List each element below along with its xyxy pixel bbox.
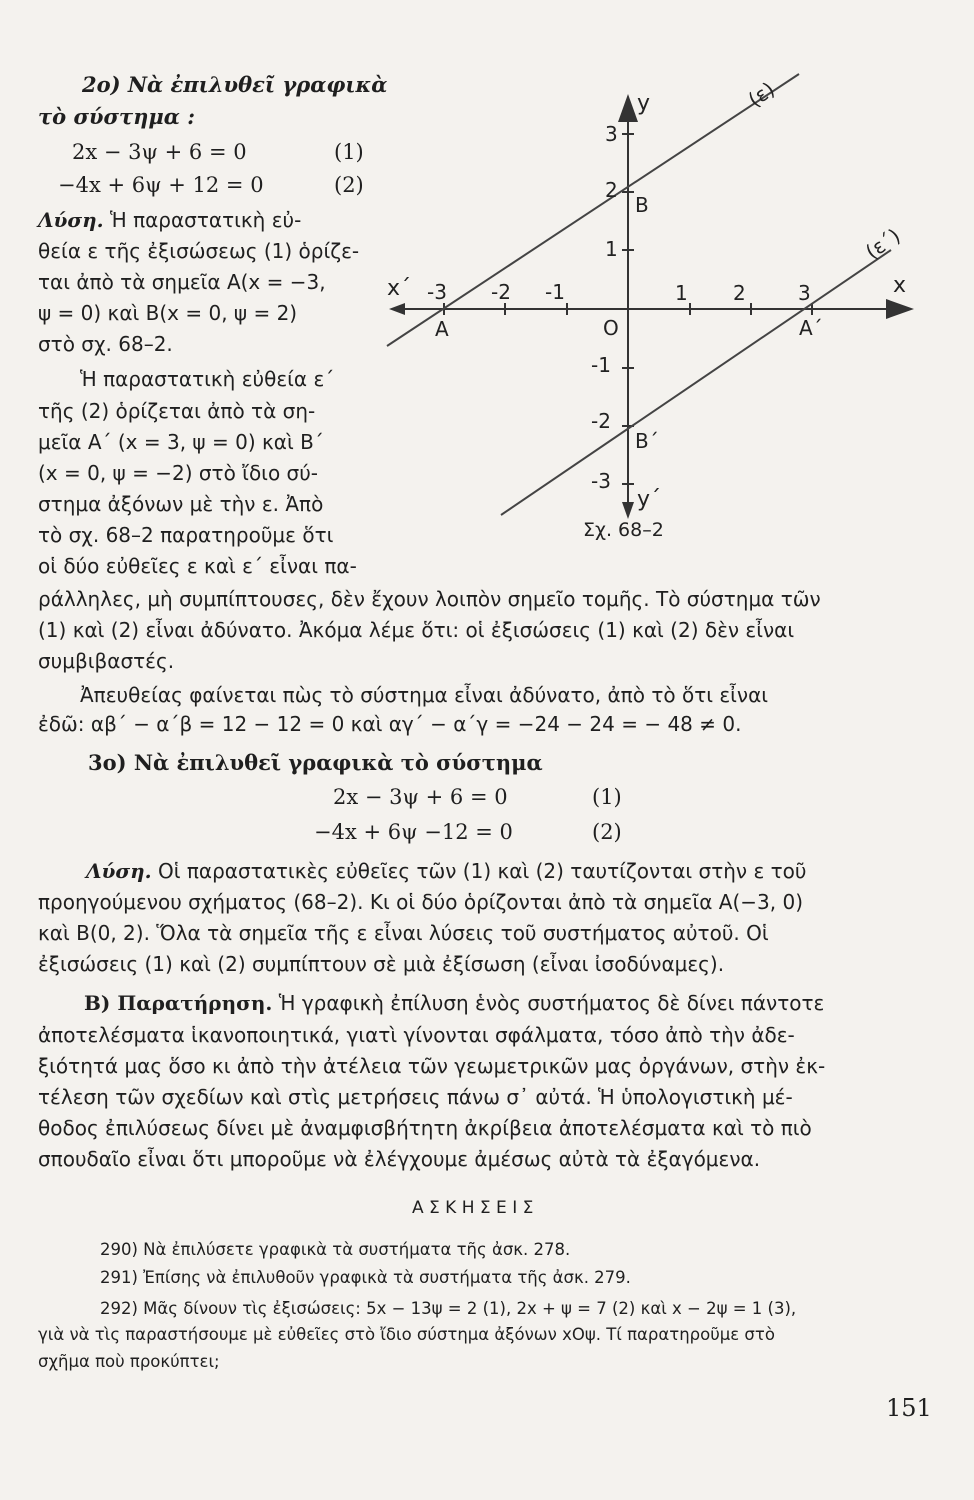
line-e (387, 74, 799, 346)
section2-solution-label: Λύση. (38, 208, 104, 232)
point-b-label: B (635, 193, 649, 217)
section2-col-line: τὸ σχ. 68–2 παρατηροῦμε ὅτι (38, 523, 334, 547)
section2-col-line (38, 208, 301, 232)
section3-eq1-number: (1) (592, 785, 622, 809)
x-axis-label: x (893, 273, 907, 298)
figure-68-2 (385, 70, 915, 550)
section3-eq2-number: (2) (592, 820, 622, 844)
y-tick-label: 1 (605, 237, 618, 261)
x-tick-label: 1 (675, 281, 688, 305)
section3-line-text: Οἱ παραστατικὲς εὐθεῖες τῶν (1) καὶ (2) ταυτίζονται στὴν ε τοῦ (151, 859, 807, 883)
x-axis-neg-label: x΄ (387, 276, 412, 301)
section2-col-line: στὸ σχ. 68–2. (38, 332, 173, 356)
section2-full-line: ἐδῶ: αβ΄ − α΄β = 12 − 12 = 0 καὶ αγ΄ − α΄γ = −24 − 24 = − 48 ≠ 0. (38, 712, 742, 736)
figure-caption: Σχ. 68–2 (583, 519, 664, 541)
remark-line: σπουδαῖο εἶναι ὅτι μποροῦμε νὰ ἐλέγχουμε ἀμέσως αὐτὰ τὰ ἐξαγόμενα. (38, 1147, 761, 1171)
x-axis-left-arrow-icon (389, 303, 405, 315)
section2-full-line: συμβιβαστές. (38, 649, 175, 673)
section3-eq1: 2x − 3ψ + 6 = 0 (333, 785, 508, 809)
point-a-label: A (435, 317, 449, 341)
section3-line (86, 859, 806, 883)
section2-col-line: μεῖα A΄ (x = 3, ψ = 0) καὶ B΄ (38, 430, 324, 454)
section2-eq2-number: (2) (334, 173, 364, 197)
remark-line: ξιότητά μας ὅσο κι ἀπὸ τὴν ἀτέλεια τῶν γεωμετρικῶν μας ὀργάνων, στὴν ἐκ- (38, 1054, 826, 1078)
section2-col-line: ται ἀπὸ τὰ σημεῖα A(x = −3, (38, 270, 326, 294)
line-e-prime-label: (ε΄) (861, 223, 905, 265)
y-tick-label: -2 (591, 409, 611, 433)
section2-title-line2: τὸ σύστημα : (38, 104, 195, 129)
x-tick-label: -2 (491, 280, 511, 304)
remark-line: τέλεση τῶν σχεδίων καὶ στὶς μετρήσεις πάνω σ᾽ αὐτά. Ἡ ὑπολογιστικὴ μέ- (38, 1085, 793, 1109)
exercise-item: γιὰ νὰ τὶς παραστήσουμε μὲ εὐθεῖες στὸ ἴδιο σύστημα ἀξόνων xOψ. Τί παρατηροῦμε στὸ (38, 1325, 775, 1344)
y-tick-label: -1 (591, 353, 611, 377)
point-a-prime-label: A΄ (799, 316, 823, 340)
y-axis-neg-label: y΄ (637, 487, 662, 512)
section3-eq2: −4x + 6ψ −12 = 0 (314, 820, 513, 844)
section2-eq2: −4x + 6ψ + 12 = 0 (58, 173, 264, 197)
section2-col-line: στημα ἀξόνων μὲ τὴν ε. Ἀπὸ (38, 492, 324, 516)
exercise-item: 291) Ἐπίσης νὰ ἐπιλυθοῦν γραφικὰ τὰ συστήματα τῆς ἀσκ. 279. (100, 1268, 631, 1287)
y-axis-label: y (637, 91, 651, 116)
section2-full-line: ράλληλες, μὴ συμπίπτουσες, δὲν ἔχουν λοιπὸν σημεῖο τομῆς. Τὸ σύστημα τῶν (38, 587, 821, 611)
section2-full-line: (1) καὶ (2) εἶναι ἀδύνατο. Ἀκόμα λέμε ὅτι: οἱ ἐξισώσεις (1) καὶ (2) δὲν εἶναι (38, 618, 795, 642)
section3-solution-label: Λύση. (86, 859, 152, 883)
section2-eq1: 2x − 3ψ + 6 = 0 (72, 140, 247, 164)
section2-title-line1: 2ο) Νὰ ἐπιλυθεῖ γραφικὰ (82, 72, 388, 97)
y-tick-label: 3 (605, 122, 618, 146)
section2-col-line: τῆς (2) ὁρίζεται ἀπὸ τὰ ση- (38, 399, 316, 423)
section2-full-line: Ἀπευθείας φαίνεται πὼς τὸ σύστημα εἶναι ἀδύνατο, ἀπὸ τὸ ὅτι εἶναι (80, 683, 769, 707)
section2-col-line: οἱ δύο εὐθεῖες ε καὶ ε΄ εἶναι πα- (38, 554, 357, 578)
section3-line: καὶ B(0, 2). Ὅλα τὰ σημεῖα τῆς ε εἶναι λύσεις τοῦ συστήματος αὐτοῦ. Οἱ (38, 921, 769, 945)
remark-label: Β) Παρατήρηση. (84, 991, 273, 1015)
section2-col-line: (x = 0, ψ = −2) στὸ ἴδιο σύ- (38, 461, 318, 485)
line-e-label: (ε) (743, 77, 779, 112)
remark-line-text: Ἡ γραφικὴ ἐπίλυση ἑνὸς συστήματος δὲ δίνει πάντοτε (272, 991, 825, 1015)
exercise-item: σχῆμα ποὺ προκύπτει; (38, 1352, 220, 1371)
origin-label: O (603, 316, 619, 340)
page-number: 151 (886, 1394, 932, 1422)
section2-col-line-text: Ἡ παραστατικὴ εὐ- (103, 208, 302, 232)
y-tick-label: 2 (605, 178, 618, 202)
x-tick-label: -3 (427, 280, 447, 304)
exercises-heading: Α Σ Κ Η Σ Ε Ι Σ (412, 1198, 534, 1218)
exercise-item: 292) Μᾶς δίνουν τὶς ἐξισώσεις: 5x − 13ψ = 2 (1), 2x + ψ = 7 (2) καὶ x − 2ψ = 1 (3), (100, 1299, 797, 1318)
y-axis-down-arrow-icon (622, 502, 634, 519)
remark-line (84, 991, 824, 1015)
section3-line: ἐξισώσεις (1) καὶ (2) συμπίπτουν σὲ μιὰ ἐξίσωση (εἶναι ἰσοδύναμες). (38, 952, 725, 976)
section2-col-line: Ἡ παραστατικὴ εὐθεία ε΄ (80, 367, 335, 391)
section3-line: προηγούμενου σχήματος (68–2). Κι οἱ δύο ὁρίζονται ἀπὸ τὰ σημεῖα A(−3, 0) (38, 890, 803, 914)
point-b-prime-label: B΄ (635, 429, 659, 453)
remark-line: θοδος ἐπιλύσεως δίνει μὲ ἀναμφισβήτητη ἀκρίβεια ἀποτελέσματα καὶ τὸ πιὸ (38, 1116, 812, 1140)
section2-col-line: ψ = 0) καὶ B(x = 0, ψ = 2) (38, 301, 298, 325)
section3-title: 3ο) Νὰ ἐπιλυθεῖ γραφικὰ τὸ σύστημα (88, 750, 543, 775)
section2-col-line: θεία ε τῆς ἐξισώσεως (1) ὁρίζε- (38, 239, 360, 263)
exercise-item: 290) Νὰ ἐπιλύσετε γραφικὰ τὰ συστήματα τῆς ἀσκ. 278. (100, 1240, 571, 1259)
x-tick-label: 2 (733, 281, 746, 305)
y-tick-label: -3 (591, 469, 611, 493)
remark-line: ἀποτελέσματα ἱκανοποιητικά, γιατὶ γίνονται σφάλματα, τόσο ἀπὸ τὴν ἀδε- (38, 1023, 795, 1047)
section2-eq1-number: (1) (334, 140, 364, 164)
x-tick-label: 3 (798, 281, 811, 305)
x-tick-label: -1 (545, 280, 565, 304)
